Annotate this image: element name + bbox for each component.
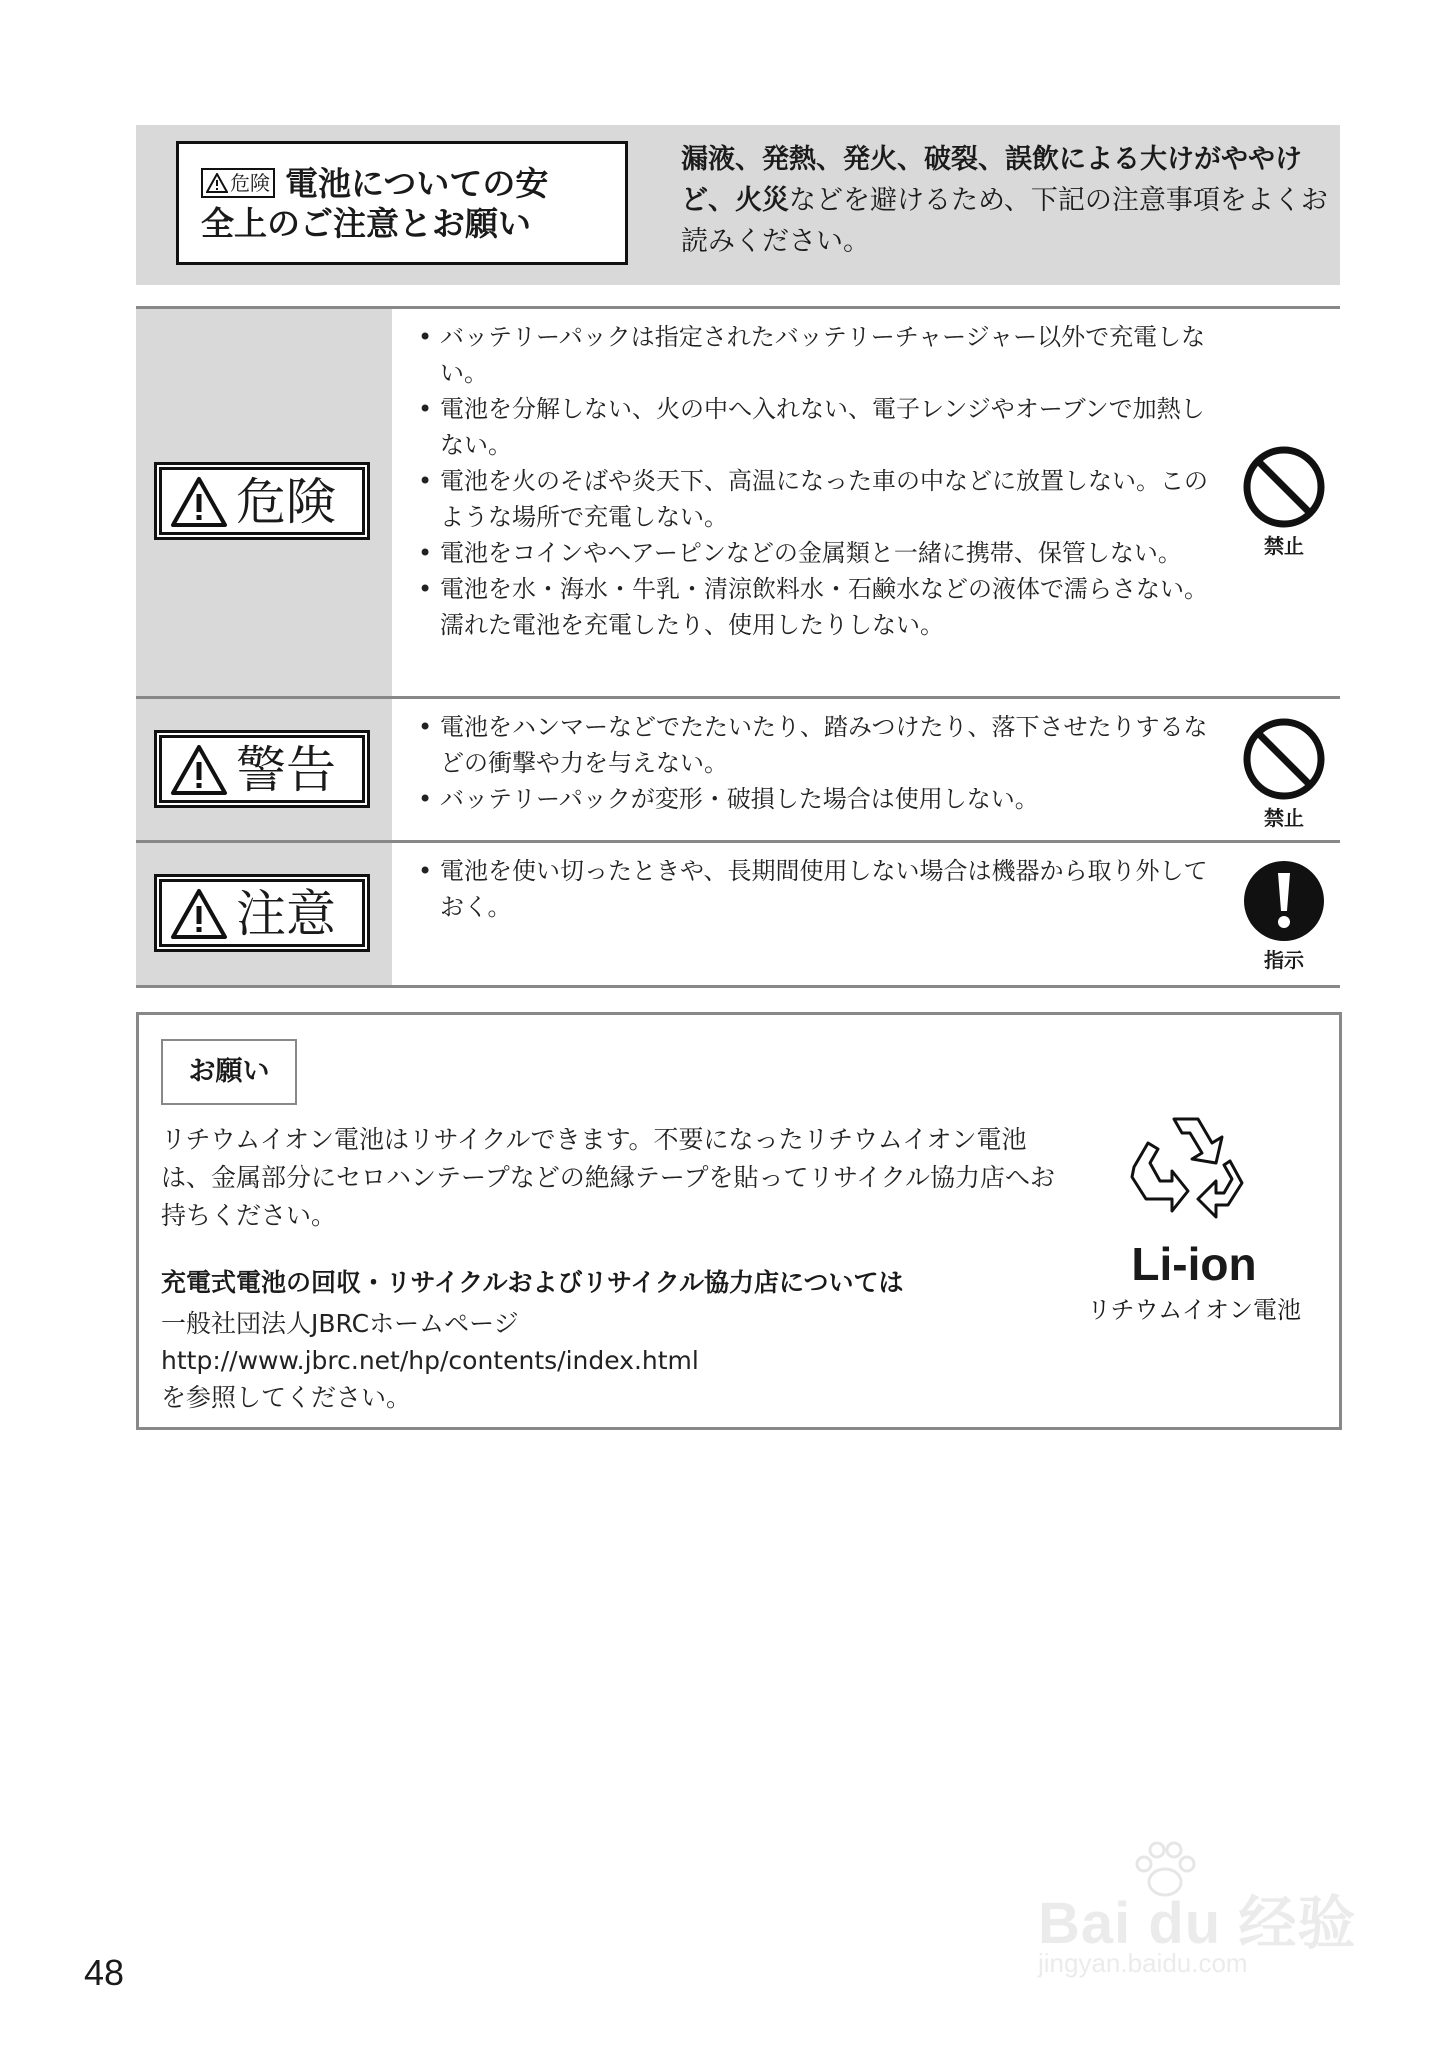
warning-table [136, 306, 1340, 988]
mini-badge-label: 危険 [230, 171, 270, 195]
notice-body: リチウムイオン電池はリサイクルできます。不要になったリチウムイオン電池は、金属部分にセロハンテープなどの絶縁テープを貼ってリサイクル協力店へお持ちください。 [161, 1125, 1056, 1230]
li-ion-logo: Li-ion [1131, 1238, 1257, 1290]
list-item: • バッテリーパックは指定されたバッテリーチャージャー以外で充電しない。 [412, 319, 1212, 391]
title-line-2: 全上のご注意とお願い [201, 204, 531, 243]
warning-symbol-label: 禁止 [1264, 806, 1304, 830]
caution-label-cell [136, 843, 392, 985]
danger-label-cell [136, 309, 392, 696]
list-item: • バッテリーパックが変形・破損した場合は使用しない。 [412, 781, 1212, 817]
caution-symbol [1234, 859, 1334, 973]
caution-items [412, 853, 1212, 925]
header-band [136, 125, 1340, 285]
intro-bold: 漏液、発熱、発火、破裂、誤飲による大けがややけど、火災 [681, 144, 1302, 216]
watermark-text: Bai du 经验 [1038, 1891, 1357, 1956]
warning-badge-label: 警告 [236, 741, 336, 799]
info-line: 一般社団法人JBRCホームページ [161, 1309, 519, 1338]
recycle-icon [1124, 1111, 1248, 1223]
instruction-icon [1242, 859, 1326, 943]
title-box [176, 141, 628, 265]
warning-triangle-icon [170, 744, 228, 796]
list-item: • 電池を分解しない、火の中へ入れない、電子レンジやオーブンで加熱しない。 [412, 391, 1212, 463]
title-line-1 [201, 164, 625, 204]
watermark-url: jingyan.baidu.com [1038, 1948, 1248, 1978]
baidu-watermark [1030, 1840, 1390, 1980]
notice-info [161, 1305, 699, 1416]
danger-symbol [1234, 445, 1334, 559]
intro-text [681, 139, 1331, 262]
intro-rest: などを避けるため、下記の注意事項をよくお読みください。 [681, 185, 1328, 257]
caution-badge [159, 879, 365, 947]
caution-badge-label: 注意 [236, 885, 336, 943]
notice-box [136, 1012, 1342, 1430]
list-item: • 電池を使い切ったときや、長期間使用しない場合は機器から取り外しておく。 [412, 853, 1212, 925]
warning-label-cell [136, 699, 392, 840]
danger-badge-label: 危険 [236, 473, 336, 531]
title-text-1: 電池についての安 [285, 164, 549, 203]
prohibition-icon [1242, 445, 1326, 529]
list-item: • 電池を火のそばや炎天下、高温になった車の中などに放置しない。このような場所で充電しない。 [412, 463, 1212, 535]
li-ion-caption: リチウムイオン電池 [1086, 1296, 1302, 1324]
list-item: • 電池をコインやヘアーピンなどの金属類と一緒に携帯、保管しない。 [412, 535, 1212, 571]
warning-row [136, 696, 1340, 840]
list-item: • 電池を水・海水・牛乳・清涼飲料水・石鹸水などの液体で濡らさない。濡れた電池を充電したり、使用したりしない。 [412, 571, 1212, 643]
danger-row [136, 306, 1340, 696]
page-number: 48 [84, 1952, 125, 1993]
warning-badge [159, 735, 365, 803]
caution-row [136, 840, 1340, 988]
list-item: • 電池をハンマーなどでたたいたり、踏みつけたり、落下させたりするなどの衝撃や力を与えない。 [412, 709, 1212, 781]
warning-triangle-icon [170, 888, 228, 940]
caution-symbol-label: 指示 [1264, 948, 1304, 972]
danger-mini-badge [201, 168, 275, 198]
notice-tag: お願い [161, 1039, 297, 1105]
warning-triangle-icon [206, 173, 228, 193]
warning-triangle-icon [170, 476, 228, 528]
jbrc-url: http://www.jbrc.net/hp/contents/index.html [161, 1346, 699, 1375]
info-line: を参照してください。 [161, 1383, 412, 1412]
danger-items [412, 319, 1212, 643]
notice-subheading: 充電式電池の回収・リサイクルおよびリサイクル協力店については [161, 1268, 904, 1297]
prohibition-icon [1242, 717, 1326, 801]
danger-symbol-label: 禁止 [1264, 534, 1304, 558]
danger-badge [159, 467, 365, 535]
warning-items [412, 709, 1212, 817]
warning-symbol [1234, 717, 1334, 831]
